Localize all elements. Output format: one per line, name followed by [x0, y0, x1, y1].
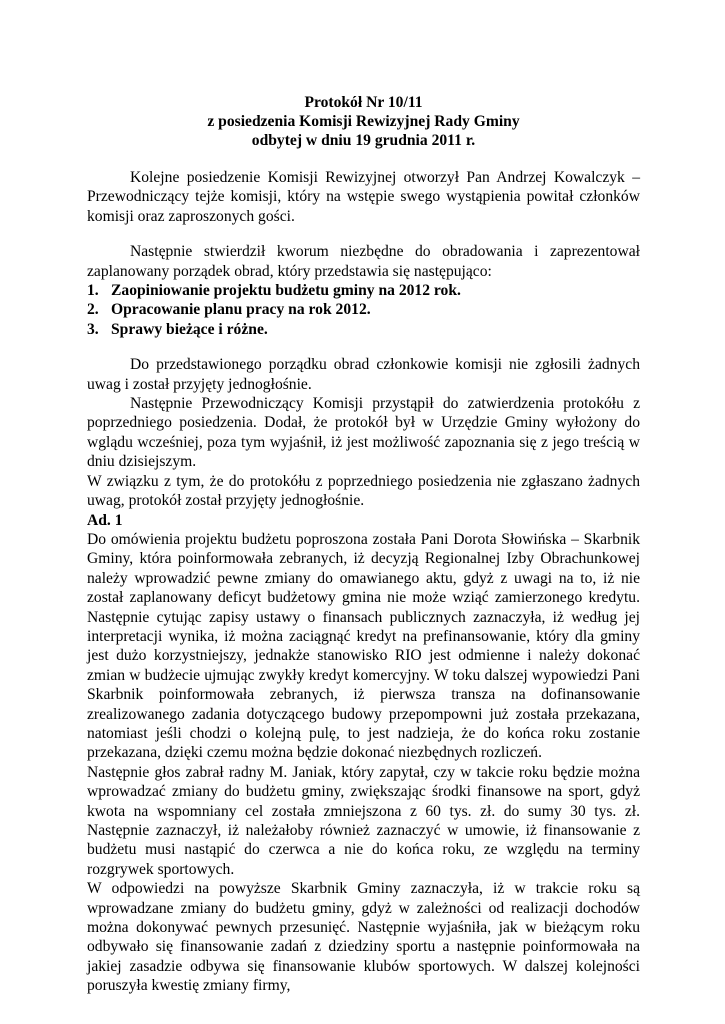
agenda-item-number: 2.	[87, 301, 99, 319]
agenda-list	[87, 281, 640, 339]
title-line-2: z posiedzenia Komisji Rewizyjnej Rady Gminy	[207, 113, 520, 130]
paragraph-treasurer-answer: W odpowiedzi na powyższe Skarbnik Gminy zaznaczyła, iż w trakcie roku są wprowadzane zmiany do budżetu gminy, gdyż w zależności od realizacji dochodów można dokonywać pewnych przesunięć. Następnie wyjaśniła, jak w bieżącym roku odbywało się finansowanie zadań z dziedziny sportu a następnie poinformowała na jakiej zasadzie odbywa się finansowanie klubów sportowych. W dalszej kolejności poruszyła kwestię zmiany firmy,	[87, 880, 640, 995]
agenda-item	[87, 281, 640, 300]
section-heading: Ad. 1	[87, 511, 123, 529]
agenda-item-text: Sprawy bieżące i różne.	[111, 320, 268, 338]
agenda-item-text: Opracowanie planu pracy na rok 2012.	[111, 301, 371, 319]
title-line-3: odbytej w dniu 19 grudnia 2011 r.	[251, 132, 476, 149]
document-title	[87, 93, 640, 150]
agenda-item-text: Zaopiniowanie projektu budżetu gminy na 2012 rok.	[111, 282, 461, 300]
paragraph-quorum: Następnie stwierdził kworum niezbędne do obradowania i zaprezentował zaplanowany porządek obrad, który przedstawia się następująco:	[87, 243, 640, 280]
agenda-item-number: 3.	[87, 320, 99, 338]
agenda-item	[87, 320, 640, 339]
paragraph-protocol-approval: Następnie Przewodniczący Komisji przystąpił do zatwierdzenia protokółu z poprzedniego posiedzenia. Dodał, że protokół był w Urzędzie Gminy wyłożony do wglądu wcześniej, poza tym wyjaśnił, iż jest możliwość zapoznania się z jego treścią w dniu dzisiejszym.	[87, 395, 640, 471]
paragraph-budget-discussion: Do omówienia projektu budżetu poproszona została Pani Dorota Słowińska – Skarbnik Gminy, która poinformowała zebranych, iż decyzją Regionalnej Izby Obrachunkowej należy wprowadzić pewne zmiany do omawianego aktu, gdyż z uwagi na to, iż nie został zaplanowany deficyt budżetowy gmina nie może wziąć zamierzonego kredytu. Następnie cytując zapisy ustawy o finansach publicznych zaznaczyła, iż według jej interpretacji wynika, iż można zaciągnąć kredyt na prefinansowanie, który dla gminy jest dużo korzystniejszy, jednakże stanowisko RIO jest odmienne i należy dokonać zmian w budżecie ujmując zwykły kredyt komercyjny. W toku dalszej wypowiedzi Pani Skarbnik poinformowała zebranych, iż pierwsza transza na dofinansowanie zrealizowanego zadania dotyczącego budowy przepompowni już została przekazana, natomiast jeśli chodzi o kolejną pulę, to jest nadzieja, że do końca roku zostanie przekazana, dzięki czemu można będzie dokonać niezbędnych rozliczeń.	[87, 530, 640, 762]
agenda-item	[87, 300, 640, 319]
paragraph-janiak-question: Następnie głos zabrał radny M. Janiak, który zapytał, czy w takcie roku będzie można wprowadzać zmiany do budżetu gminy, zwiększając środki finansowe na sport, gdyż kwota na wspomniany cel została zmniejszona z 60 tys. zł. do sumy 30 tys. zł. Następnie zaznaczył, iż należałoby również zaznaczyć w umowie, iż finansowanie z budżetu musi nastąpić do czerwca a nie do końca roku, ze względu na terminy rozgrywek sportowych.	[87, 763, 640, 878]
title-line-1: Protokół Nr 10/11	[304, 94, 423, 111]
paragraph-opening: Kolejne posiedzenie Komisji Rewizyjnej otworzył Pan Andrzej Kowalczyk – Przewodniczący tejże komisji, który na wstępie swego wystąpienia powitał członków komisji oraz zaproszonych gości.	[87, 169, 640, 225]
document-page	[87, 93, 640, 996]
paragraph-agenda-approval: Do przedstawionego porządku obrad członkowie komisji nie zgłosili żadnych uwag i został przyjęty jednogłośnie.	[87, 356, 640, 393]
agenda-item-number: 1.	[87, 282, 99, 300]
paragraph-protocol-accepted: W związku z tym, że do protokółu z poprzedniego posiedzenia nie zgłaszano żadnych uwag, protokół został przyjęty jednogłośnie.	[87, 472, 640, 510]
